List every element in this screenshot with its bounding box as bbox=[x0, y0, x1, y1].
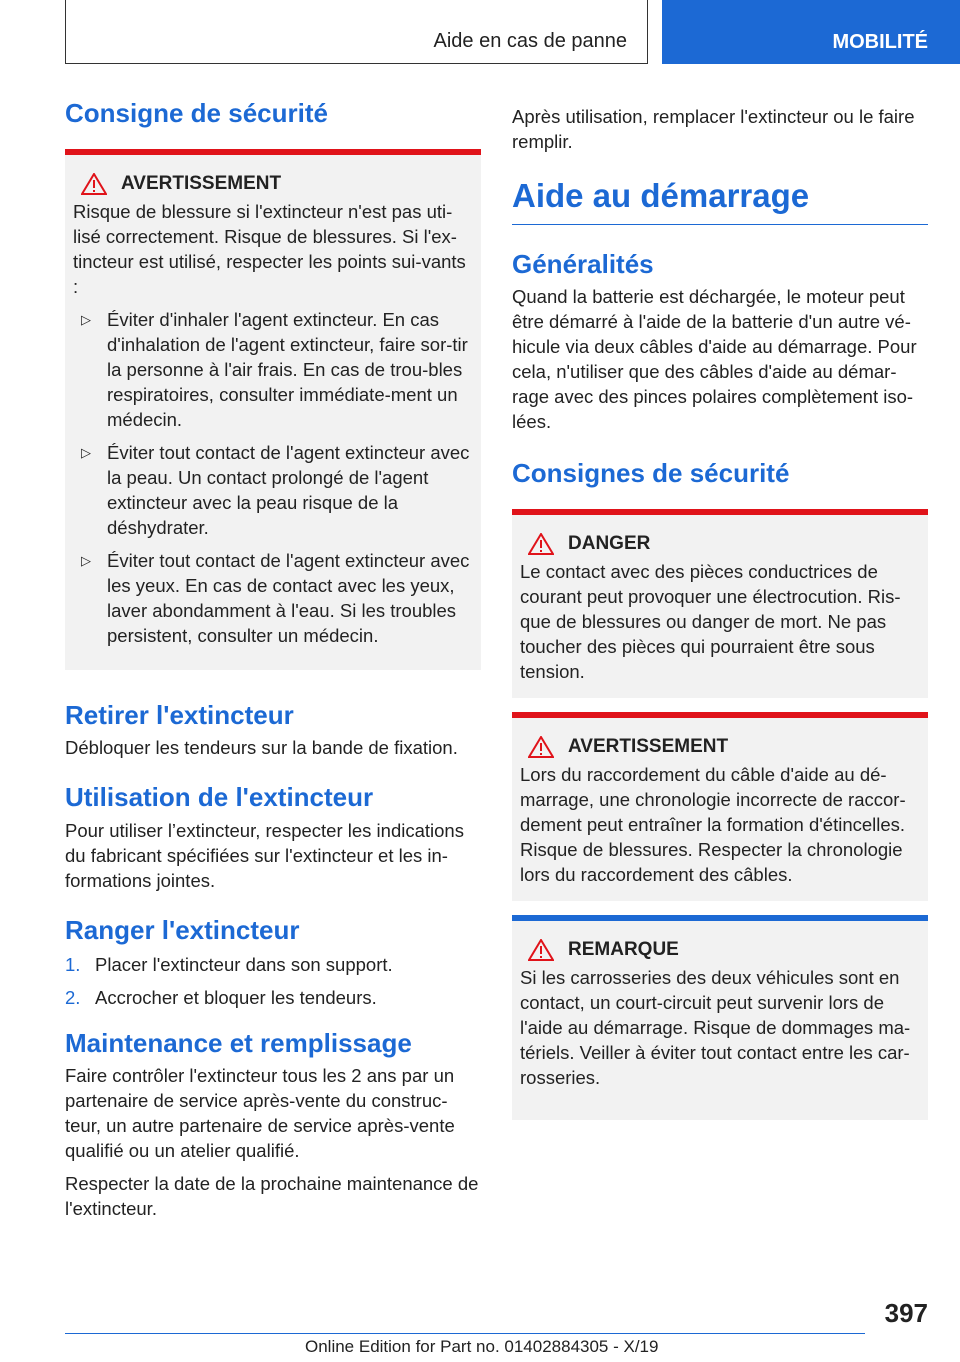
triangle-bullet-icon: ▷ bbox=[81, 445, 91, 461]
footer-divider bbox=[65, 1333, 865, 1334]
list-item: ▷ Éviter d'inhaler l'agent extincteur. En cas d'inhalation de l'agent extincteur, faire sor-tir la personne à l'air frais. En cas de trou-bles respiratoires, consulter immédiate-ment un médecin. bbox=[81, 309, 468, 431]
header-section-box bbox=[65, 0, 648, 64]
paragraph-general: Quand la batterie est déchargée, le moteur peut être démarré à l'aide de la batterie d'un autre vé-hicule via deux câbles d'aide au démarrage. Pour cela, n'utiliser que des câbles d'aide au démar-rage avec des pinces polaires complètement iso-lées. bbox=[512, 285, 917, 432]
danger-box bbox=[512, 509, 928, 698]
list-item: 2. Accrocher et bloquer les tendeurs. bbox=[65, 986, 377, 1008]
warning-triangle-icon bbox=[528, 939, 554, 961]
warning-box-2 bbox=[512, 712, 928, 901]
warning-bullets bbox=[73, 307, 473, 648]
heading-use: Utilisation de l'extincteur bbox=[65, 782, 374, 813]
danger-title bbox=[520, 533, 920, 555]
warning-box bbox=[65, 149, 481, 670]
warning-triangle-icon bbox=[528, 533, 554, 555]
footer-edition: Online Edition for Part no. 01402884305 - X/19 bbox=[305, 1337, 659, 1356]
list-item: ▷ Éviter tout contact de l'agent extincteur avec les yeux. En cas de contact avec les yeux, laver abondamment à l'eau. Si les troubles persistent, consulter un médecin. bbox=[81, 550, 470, 647]
heading-jump-start: Aide au démarrage bbox=[512, 176, 928, 225]
header-section: Aide en cas de panne bbox=[433, 30, 627, 52]
note-title-text: REMARQUE bbox=[568, 938, 679, 960]
triangle-bullet-icon: ▷ bbox=[81, 312, 91, 328]
heading-remove: Retirer l'extincteur bbox=[65, 700, 294, 731]
right-column bbox=[512, 104, 928, 1120]
heading-safety-notices: Consignes de sécurité bbox=[512, 457, 790, 488]
warning-triangle-icon bbox=[528, 736, 554, 758]
danger-title-text: DANGER bbox=[568, 532, 651, 554]
list-item: 1. Placer l'extincteur dans son support. bbox=[65, 953, 393, 975]
warning-title bbox=[73, 173, 473, 195]
heading-safety-notice: Consigne de sécurité bbox=[65, 98, 328, 128]
warning-title-text: AVERTISSEMENT bbox=[121, 173, 282, 195]
paragraph-after-use: Après utilisation, remplacer l'extincteur ou le faire remplir. bbox=[512, 106, 915, 152]
left-column bbox=[65, 98, 481, 1221]
paragraph-use: Pour utiliser l’extincteur, respecter les indications du fabricant spécifiées sur l'extincteur et les in-formations jointes. bbox=[65, 819, 464, 891]
page-number: 397 bbox=[884, 1298, 928, 1328]
list-item: ▷ Éviter tout contact de l'agent extincteur avec la peau. Un contact prolongé de l'agent extincteur avec la peau risque de la déshydrater. bbox=[81, 442, 470, 539]
store-steps bbox=[65, 952, 481, 1010]
note-text: Si les carrosseries des deux véhicules sont en contact, un court-circuit peut survenir lors de l'aide au démarrage. Risque de dommages ma-tériels. Veiller à éviter tout contact entre les car-rosseries. bbox=[520, 966, 911, 1088]
warning-triangle-icon bbox=[81, 173, 107, 195]
danger-text: Le contact avec des pièces conductrices de courant peut provoquer une électrocution. Ris-que de blessures ou danger de mort. Ne pas toucher des pièces qui pourraient être sous tension. bbox=[520, 560, 901, 682]
note-title bbox=[520, 939, 920, 961]
paragraph-maintenance-1: Faire contrôler l'extincteur tous les 2 ans par un partenaire de service après-vente du construc-teur, un autre partenaire de service après-vente qualifié ou un atelier qualifié. bbox=[65, 1064, 455, 1161]
triangle-bullet-icon: ▷ bbox=[81, 553, 91, 569]
heading-store: Ranger l'extincteur bbox=[65, 914, 300, 945]
warning-title-2 bbox=[520, 736, 920, 758]
warning-text: Lors du raccordement du câble d'aide au dé-marrage, une chronologie incorrecte de raccor-dement peut entraîner la formation d'étincelles. Risque de blessures. Respecter la chronologie lors du raccordement des câbles. bbox=[520, 763, 906, 885]
heading-general: Généralités bbox=[512, 248, 654, 279]
warning-title-text: AVERTISSEMENT bbox=[568, 735, 729, 757]
paragraph-remove: Débloquer les tendeurs sur la bande de fixation. bbox=[65, 737, 458, 759]
header-chapter: MOBILITÉ bbox=[832, 31, 928, 53]
warning-intro: Risque de blessure si l'extincteur n'est pas uti-lisé correctement. Risque de blessures. Si l'ex-tincteur est utilisé, respecter les points sui-vants : bbox=[73, 201, 466, 298]
paragraph-maintenance-2: Respecter la date de la prochaine maintenance de l'extincteur. bbox=[65, 1172, 479, 1219]
header-chapter-tab[interactable] bbox=[662, 0, 960, 64]
note-box bbox=[512, 915, 928, 1120]
heading-maintenance: Maintenance et remplissage bbox=[65, 1027, 412, 1058]
